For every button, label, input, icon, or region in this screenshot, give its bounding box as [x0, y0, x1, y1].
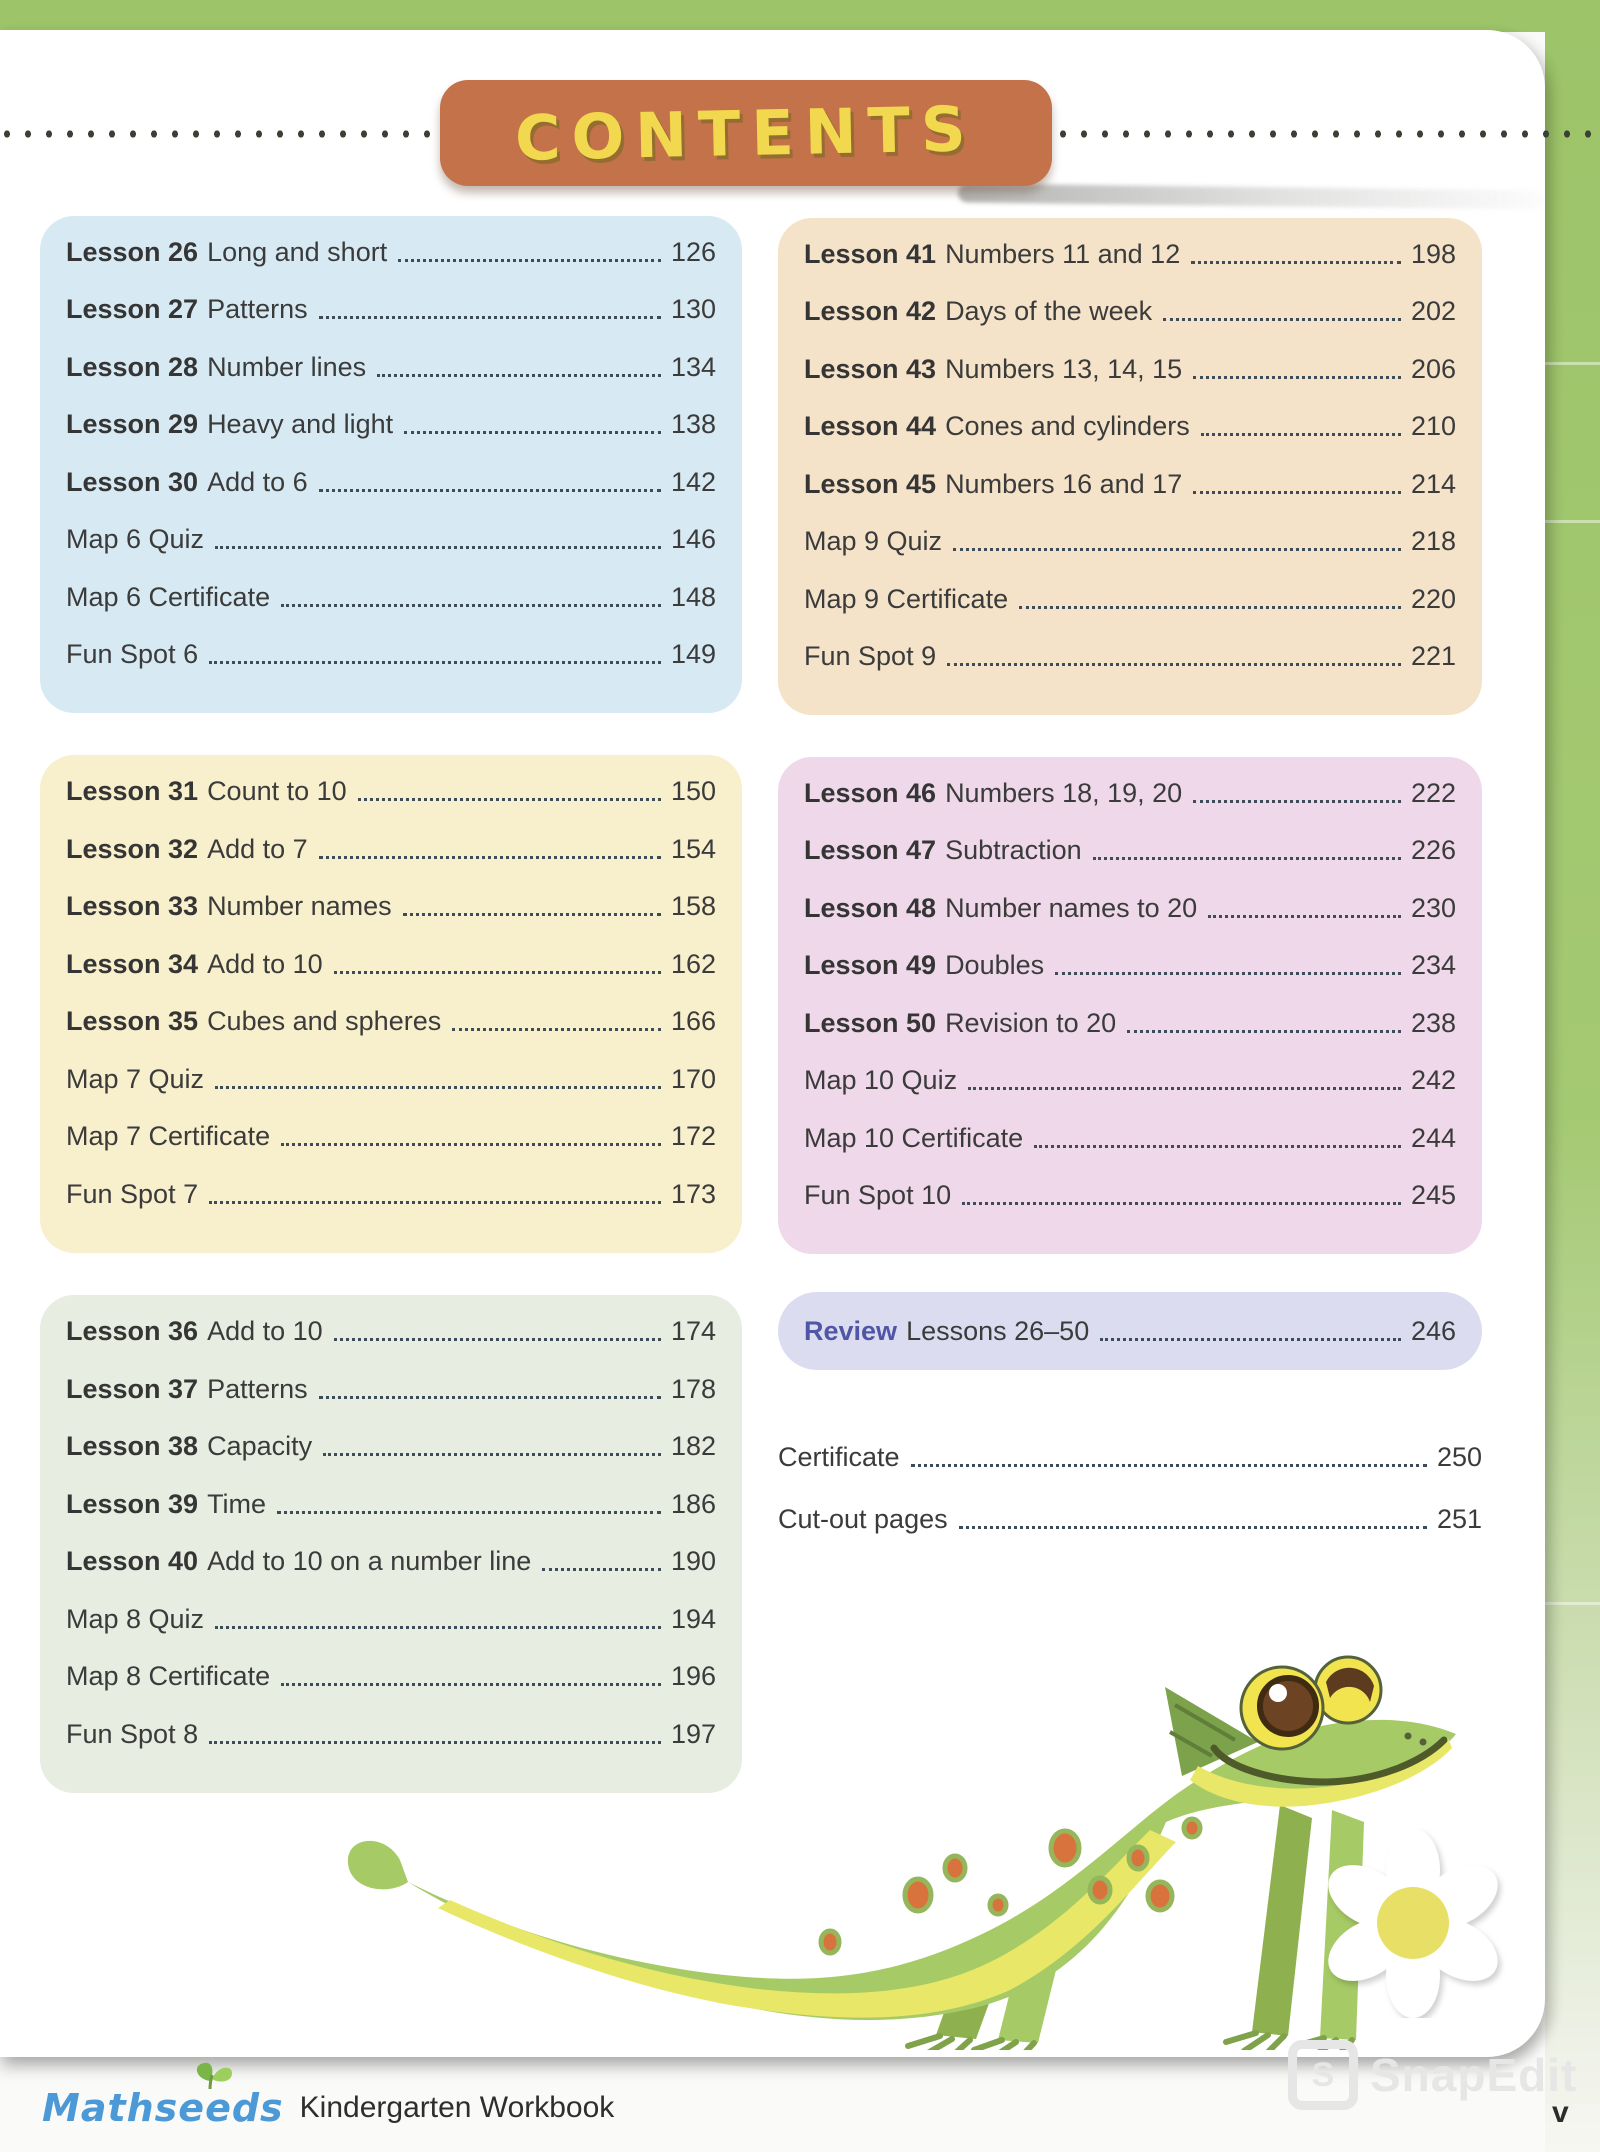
toc-row-label: Map 6 Certificate — [66, 581, 271, 612]
dot-leader — [209, 1201, 661, 1204]
toc-row-page-number: 174 — [670, 1316, 716, 1346]
toc-row-page-number: 196 — [670, 1661, 716, 1692]
toc-row-lesson: Lesson 47 — [804, 835, 937, 866]
toc-row-label: Fun Spot 9 — [804, 640, 937, 671]
toc-row-page-number: 197 — [670, 1718, 716, 1749]
dot-leader — [403, 913, 661, 916]
toc-row-page-number: 146 — [670, 524, 716, 555]
toc-row-label: Number lines — [207, 351, 367, 382]
page-number: v — [1552, 2096, 1569, 2129]
dot-leader — [319, 489, 661, 492]
toc-row — [66, 410, 716, 439]
toc-row — [66, 835, 716, 864]
dot-leader — [323, 1453, 661, 1456]
toc-row-page-number: 170 — [670, 1063, 716, 1094]
toc-row-page-number: 206 — [1410, 353, 1456, 384]
toc-row — [66, 468, 716, 497]
toc-row — [804, 355, 1456, 384]
toc-row-lesson: Lesson 28 — [66, 351, 199, 382]
scan-artifact-line — [1545, 1602, 1600, 1605]
toc-row-label: Numbers 11 and 12 — [945, 239, 1181, 269]
dot-leader — [959, 1526, 1427, 1529]
toc-row-lesson: Lesson 36 — [66, 1316, 199, 1346]
dot-leader — [281, 604, 661, 607]
dot-leader — [1193, 376, 1401, 379]
dot-leader — [452, 1028, 661, 1031]
dot-leader — [1191, 261, 1401, 264]
dot-leader — [962, 1202, 1401, 1205]
toc-row-page-number: 221 — [1410, 640, 1456, 671]
toc-row-label: Patterns — [207, 294, 308, 325]
toc-row-page-number: 202 — [1410, 296, 1456, 327]
toc-row-label: Number names to 20 — [945, 892, 1198, 923]
toc-row-page-number: 190 — [670, 1546, 716, 1577]
toc-row-label: Heavy and light — [207, 409, 394, 440]
dot-leader — [319, 316, 661, 319]
toc-row-lesson: Lesson 35 — [66, 1006, 199, 1037]
toc-row-page-number: 178 — [670, 1373, 716, 1404]
toc-row-page-number: 186 — [670, 1488, 716, 1519]
review-label-bold: Review — [804, 1315, 898, 1346]
toc-row-label: Map 8 Quiz — [66, 1603, 205, 1634]
toc-row-label: Map 8 Certificate — [66, 1661, 271, 1692]
toc-row — [778, 1505, 1482, 1534]
dot-leader — [377, 374, 661, 377]
footer — [42, 2078, 614, 2138]
toc-row-page-number: 220 — [1410, 583, 1456, 614]
dot-leader — [1163, 318, 1401, 321]
toc-row-label: Long and short — [207, 237, 388, 267]
toc-row-label: Fun Spot 6 — [66, 638, 199, 669]
toc-row-lesson: Lesson 44 — [804, 411, 937, 442]
toc-row — [66, 295, 716, 324]
toc-row-page-number: 126 — [670, 237, 716, 267]
toc-row-label: Number names — [207, 891, 392, 922]
toc-row-page-number: 182 — [670, 1431, 716, 1462]
toc-row-label: Numbers 13, 14, 15 — [945, 353, 1183, 384]
toc-row-label: Add to 6 — [207, 466, 308, 497]
sprout-icon — [188, 2059, 234, 2105]
dot-leader — [319, 856, 661, 859]
dot-leader — [953, 548, 1401, 551]
toc-row — [804, 1066, 1456, 1095]
dot-leader — [1201, 433, 1401, 436]
dot-leader — [334, 971, 661, 974]
toc-row-label: Capacity — [207, 1431, 313, 1462]
toc-row-label: Cubes and spheres — [207, 1006, 442, 1037]
dot-leader — [277, 1511, 661, 1514]
toc-row — [66, 1432, 716, 1461]
toc-row-label: Count to 10 — [207, 776, 347, 806]
page-title: CONTENTS — [514, 91, 978, 175]
toc-row-lesson: Lesson 34 — [66, 948, 199, 979]
toc-row-lesson: Lesson 49 — [804, 950, 937, 981]
daisy-flower — [1318, 1828, 1508, 2018]
toc-row-page-number: 222 — [1410, 778, 1456, 808]
dot-leader — [542, 1568, 661, 1571]
review-row — [778, 1292, 1482, 1370]
toc-row — [804, 1181, 1456, 1210]
toc-row — [66, 1547, 716, 1576]
toc-row — [66, 892, 716, 921]
toc-row-page-number: 150 — [670, 776, 716, 806]
toc-row-page-number: 148 — [670, 581, 716, 612]
toc-row — [66, 777, 716, 806]
book-title: Kindergarten Workbook — [299, 2091, 615, 2124]
daisy-center — [1377, 1887, 1449, 1959]
toc-row-lesson: Lesson 26 — [66, 237, 199, 267]
toc-row — [66, 1122, 716, 1151]
toc-row-label: Cones and cylinders — [945, 411, 1190, 442]
toc-row-page-number: 194 — [670, 1603, 716, 1634]
toc-row — [804, 585, 1456, 614]
background-right-strip — [1545, 0, 1600, 2152]
toc-row-label: Map 6 Quiz — [66, 524, 205, 555]
toc-row-label: Subtraction — [945, 835, 1082, 866]
toc-row-lesson: Lesson 29 — [66, 409, 199, 440]
toc-row-label: Add to 7 — [207, 833, 308, 864]
toc-row-page-number: 198 — [1410, 239, 1456, 269]
toc-row — [66, 1490, 716, 1519]
toc-row-page-number: 250 — [1436, 1442, 1482, 1472]
toc-row — [804, 470, 1456, 499]
toc-row-lesson: Lesson 30 — [66, 466, 199, 497]
toc-row — [804, 297, 1456, 326]
dot-leader — [1034, 1145, 1401, 1148]
toc-row-label: Days of the week — [945, 296, 1153, 327]
toc-row-label: Add to 10 on a number line — [207, 1546, 532, 1577]
toc-row-page-number: 154 — [670, 833, 716, 864]
toc-row-page-number: 173 — [670, 1178, 716, 1209]
toc-row — [804, 412, 1456, 441]
dotted-rule-left — [0, 127, 436, 141]
toc-panel-lessons-26-30 — [40, 216, 742, 713]
toc-row — [804, 1009, 1456, 1038]
toc-row-page-number: 244 — [1410, 1122, 1456, 1153]
toc-row-label: Patterns — [207, 1373, 308, 1404]
toc-row-label: Time — [207, 1488, 267, 1519]
toc-row-page-number: 162 — [670, 948, 716, 979]
toc-row-lesson: Lesson 39 — [66, 1488, 199, 1519]
toc-row-label: Map 9 Certificate — [804, 583, 1009, 614]
dot-leader — [1193, 800, 1401, 803]
toc-row-lesson: Lesson 32 — [66, 833, 199, 864]
scan-artifact-line — [1545, 520, 1600, 523]
toc-row-lesson: Lesson 41 — [804, 239, 937, 269]
toc-row — [66, 1180, 716, 1209]
dot-leader — [281, 1143, 661, 1146]
dot-leader — [911, 1464, 1427, 1467]
toc-row — [66, 238, 716, 267]
toc-row-page-number: 158 — [670, 891, 716, 922]
toc-row-lesson: Lesson 31 — [66, 776, 199, 806]
dot-leader — [215, 546, 661, 549]
toc-row — [804, 527, 1456, 556]
toc-row-label: Map 7 Quiz — [66, 1063, 205, 1094]
toc-row-page-number: 226 — [1410, 835, 1456, 866]
toc-row-page-number: 210 — [1410, 411, 1456, 442]
toc-row — [66, 640, 716, 669]
toc-row-label: Numbers 16 and 17 — [945, 468, 1183, 499]
lizard-illustration — [330, 1590, 1470, 2050]
toc-row — [66, 1375, 716, 1404]
toc-row — [804, 951, 1456, 980]
toc-row-label: Fun Spot 8 — [66, 1718, 199, 1749]
dot-leader — [404, 431, 661, 434]
toc-row — [804, 894, 1456, 923]
toc-row — [66, 525, 716, 554]
dot-leader — [947, 663, 1401, 666]
toc-row-lesson: Lesson 48 — [804, 892, 937, 923]
toc-row-label: Numbers 18, 19, 20 — [945, 778, 1183, 808]
toc-row-label: Map 7 Certificate — [66, 1121, 271, 1152]
toc-row — [804, 642, 1456, 671]
toc-row — [804, 836, 1456, 865]
dot-leader — [358, 798, 661, 801]
toc-panel-lessons-46-50 — [778, 757, 1482, 1254]
mathseeds-logo-text: Mathseeds — [42, 2086, 284, 2130]
toc-row-label: Map 10 Certificate — [804, 1122, 1024, 1153]
dot-leader — [1019, 606, 1401, 609]
toc-row-label: Add to 10 — [207, 948, 323, 979]
dot-leader — [334, 1338, 661, 1341]
toc-row-lesson: Lesson 27 — [66, 294, 199, 325]
toc-row-label: Cut-out pages — [778, 1504, 948, 1534]
toc-row — [804, 779, 1456, 808]
toc-row-page-number: 142 — [670, 466, 716, 497]
scan-artifact-line — [1545, 362, 1600, 365]
dot-leader — [1127, 1030, 1401, 1033]
toc-row-label: Fun Spot 7 — [66, 1178, 199, 1209]
toc-row-lesson: Lesson 43 — [804, 353, 937, 384]
toc-row-page-number: 251 — [1436, 1504, 1482, 1534]
extras-list — [778, 1426, 1482, 1534]
dot-leader — [1093, 857, 1401, 860]
toc-row-lesson: Lesson 33 — [66, 891, 199, 922]
toc-row-label: Fun Spot 10 — [804, 1179, 952, 1210]
dot-leader — [1100, 1338, 1401, 1341]
dot-leader — [215, 1086, 661, 1089]
dot-leader — [319, 1396, 661, 1399]
toc-row — [66, 583, 716, 612]
toc-row-lesson: Lesson 50 — [804, 1007, 937, 1038]
toc-panel-lessons-31-35 — [40, 755, 742, 1253]
snapedit-watermark — [1288, 2040, 1577, 2110]
toc-row-page-number: 238 — [1410, 1007, 1456, 1038]
toc-row — [66, 1007, 716, 1036]
toc-row-page-number: 172 — [670, 1121, 716, 1152]
toc-row-page-number: 234 — [1410, 950, 1456, 981]
toc-panel-lessons-41-45 — [778, 218, 1482, 715]
toc-row-page-number: 218 — [1410, 526, 1456, 557]
toc-row-label: Map 9 Quiz — [804, 526, 943, 557]
dot-leader — [209, 661, 661, 664]
toc-row — [804, 1124, 1456, 1153]
dot-leader — [1193, 491, 1401, 494]
toc-row-page-number: 149 — [670, 638, 716, 669]
toc-row-lesson: Lesson 45 — [804, 468, 937, 499]
toc-row-label: Add to 10 — [207, 1316, 323, 1346]
toc-row-lesson: Lesson 38 — [66, 1431, 199, 1462]
toc-row-lesson: Lesson 40 — [66, 1546, 199, 1577]
toc-row — [66, 1065, 716, 1094]
snapedit-icon: S — [1288, 2040, 1358, 2110]
dotted-rule-right — [1056, 127, 1600, 141]
toc-row-label: Revision to 20 — [945, 1007, 1117, 1038]
toc-row-page-number: 138 — [670, 409, 716, 440]
toc-row-lesson: Lesson 42 — [804, 296, 937, 327]
toc-row — [804, 240, 1456, 269]
toc-row-page-number: 230 — [1410, 892, 1456, 923]
review-page-number: 246 — [1410, 1315, 1456, 1346]
toc-row-page-number: 245 — [1410, 1179, 1456, 1210]
toc-row — [66, 1317, 716, 1346]
toc-row-label: Doubles — [945, 950, 1045, 981]
contents-banner — [440, 80, 1052, 186]
review-label: Lessons 26–50 — [906, 1315, 1090, 1346]
toc-row-page-number: 166 — [670, 1006, 716, 1037]
dot-leader — [1055, 972, 1401, 975]
toc-row-lesson: Lesson 46 — [804, 778, 937, 808]
toc-row-page-number: 130 — [670, 294, 716, 325]
toc-row — [778, 1443, 1482, 1472]
dot-leader — [398, 259, 661, 262]
toc-row-page-number: 214 — [1410, 468, 1456, 499]
dot-leader — [968, 1087, 1401, 1090]
toc-row-page-number: 134 — [670, 351, 716, 382]
snapedit-text: SnapEdit — [1370, 2049, 1578, 2101]
mathseeds-logo — [42, 2086, 284, 2130]
toc-row-label: Certificate — [778, 1442, 900, 1472]
toc-row — [66, 950, 716, 979]
toc-row-label: Map 10 Quiz — [804, 1065, 958, 1096]
background-top-strip — [0, 0, 1600, 32]
dot-leader — [1208, 915, 1401, 918]
toc-row-page-number: 242 — [1410, 1065, 1456, 1096]
toc-row-lesson: Lesson 37 — [66, 1373, 199, 1404]
toc-row — [66, 353, 716, 382]
